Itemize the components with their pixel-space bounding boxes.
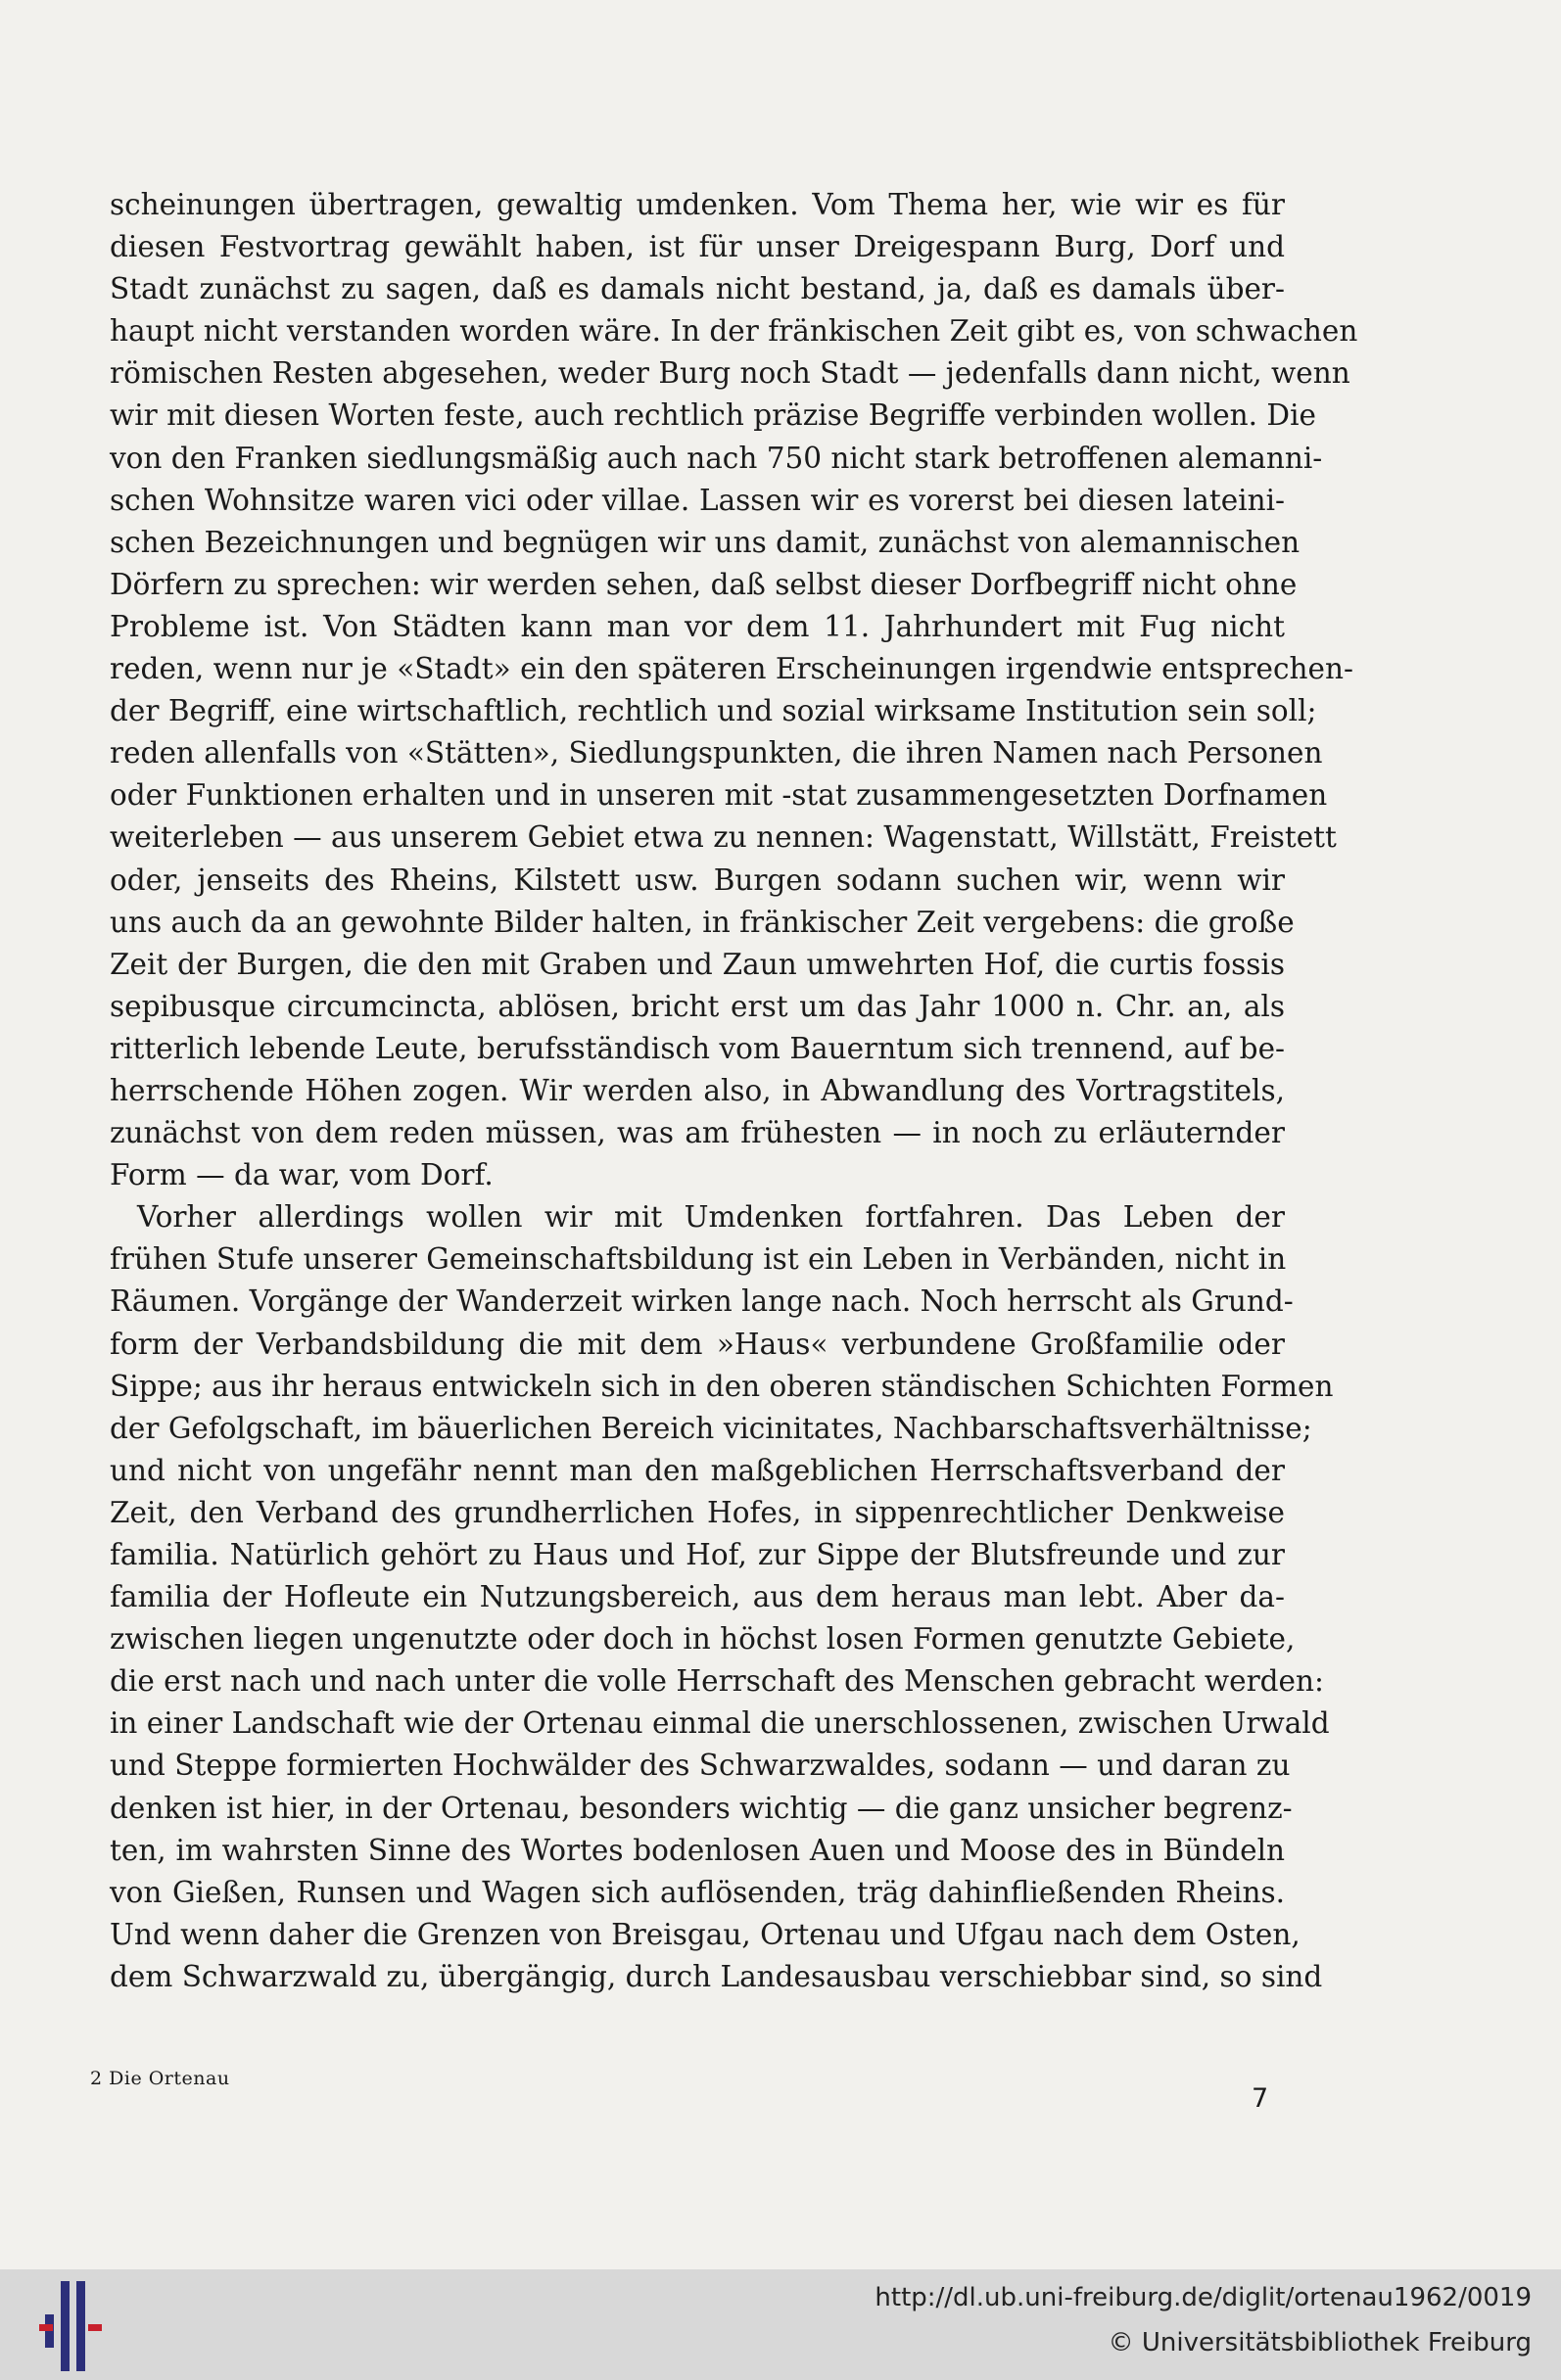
- text-line: Stadt zunächst zu sagen, daß es damals nicht bestand, ja, daß es damals über-: [110, 272, 1285, 306]
- text-line: der Gefolgschaft, im bäuerlichen Bereich vicinitates, Nachbarschaftsverhältnisse;: [110, 1411, 1312, 1445]
- text-line: Sippe; aus ihr heraus entwickeln sich in den oberen ständischen Schichten Formen: [110, 1369, 1334, 1403]
- text-line: schen Wohnsitze waren vici oder villae. Lassen wir es vorerst bei diesen lateini-: [110, 483, 1285, 517]
- text-line: weiterleben — aus unserem Gebiet etwa zu nennen: Wagenstatt, Willstätt, Freistett: [110, 820, 1337, 855]
- text-line: scheinungen übertragen, gewaltig umdenken. Vom Thema her, wie wir es für: [110, 188, 1285, 221]
- text-line: diesen Festvortrag gewählt haben, ist für unser Dreigespann Burg, Dorf und: [110, 230, 1285, 264]
- text-line: reden, wenn nur je «Stadt» ein den späteren Erscheinungen irgendwie entsprechen-: [110, 652, 1353, 686]
- text-line: zunächst von dem reden müssen, was am frühesten — in noch zu erläuternder: [110, 1116, 1285, 1150]
- text-line: Vorher allerdings wollen wir mit Umdenken fortfahren. Das Leben der: [137, 1200, 1285, 1235]
- text-line: familia. Natürlich gehört zu Haus und Hof, zur Sippe der Blutsfreunde und zur: [110, 1538, 1285, 1571]
- text-line: Probleme ist. Von Städten kann man vor dem 11. Jahrhundert mit Fug nicht: [110, 609, 1285, 643]
- text-line: ritterlich lebende Leute, berufsständisch vom Bauerntum sich trennend, auf be-: [110, 1031, 1285, 1065]
- text-line: der Begriff, eine wirtschaftlich, rechtlich und sozial wirksame Institution sein soll;: [110, 694, 1317, 728]
- text-line: von den Franken siedlungsmäßig auch nach 750 nicht stark betroffenen alemanni-: [110, 441, 1323, 475]
- text-line: Und wenn daher die Grenzen von Breisgau, Ortenau und Ufgau nach dem Osten,: [110, 1917, 1301, 1951]
- text-line: denken ist hier, in der Ortenau, besonders wichtig — die ganz unsicher begrenz-: [110, 1791, 1293, 1825]
- university-logo-icon: [39, 2281, 102, 2371]
- text-line: schen Bezeichnungen und begnügen wir uns damit, zunächst von alemannischen: [110, 525, 1301, 559]
- signature-mark: 2 Die Ortenau: [90, 2068, 230, 2089]
- text-line: form der Verbandsbildung die mit dem »Haus« verbundene Großfamilie oder: [110, 1327, 1285, 1361]
- text-line: Zeit, den Verband des grundherrlichen Hofes, in sippenrechtlicher Denkweise: [110, 1495, 1285, 1529]
- text-line: sepibusque circumcincta, ablösen, bricht erst um das Jahr 1000 n. Chr. an, als: [110, 989, 1285, 1023]
- text-line: und Steppe formierten Hochwälder des Schwarzwaldes, sodann — und daran zu: [110, 1749, 1291, 1783]
- text-line: von Gießen, Runsen und Wagen sich auflösenden, träg dahinfließenden Rheins.: [110, 1875, 1285, 1909]
- footer-copyright: © Universitätsbibliothek Freiburg: [1108, 2328, 1532, 2357]
- text-line: zwischen liegen ungenutzte oder doch in höchst losen Formen genutzte Gebiete,: [110, 1622, 1296, 1657]
- text-line: in einer Landschaft wie der Ortenau einmal die unerschlossenen, zwischen Urwald: [110, 1706, 1330, 1741]
- footer-bar: [0, 2269, 1561, 2380]
- text-line: reden allenfalls von «Stätten», Siedlungspunkten, die ihren Namen nach Personen: [110, 736, 1323, 770]
- text-line: ten, im wahrsten Sinne des Wortes bodenlosen Auen und Moose des in Bündeln: [110, 1833, 1285, 1867]
- text-line: Zeit der Burgen, die den mit Graben und Zaun umwehrten Hof, die curtis fossis: [110, 947, 1285, 981]
- text-line: herrschende Höhen zogen. Wir werden also, in Abwandlung des Vortragstitels,: [110, 1073, 1285, 1107]
- text-line: oder Funktionen erhalten und in unseren mit -stat zusammengesetzten Dorfnamen: [110, 778, 1328, 813]
- text-line: familia der Hofleute ein Nutzungsbereich, aus dem heraus man lebt. Aber da-: [110, 1580, 1285, 1614]
- text-line: oder, jenseits des Rheins, Kilstett usw. Burgen sodann suchen wir, wenn wir: [110, 863, 1285, 897]
- text-line: römischen Resten abgesehen, weder Burg noch Stadt — jedenfalls dann nicht, wenn: [110, 356, 1350, 391]
- page-number: 7: [1252, 2083, 1269, 2114]
- footer-url-link[interactable]: http://dl.ub.uni-freiburg.de/diglit/ortenau1962/0019: [875, 2283, 1532, 2312]
- text-line: die erst nach und nach unter die volle Herrschaft des Menschen gebracht werden:: [110, 1664, 1324, 1699]
- text-line: wir mit diesen Worten feste, auch rechtlich präzise Begriffe verbinden wollen. Die: [110, 398, 1316, 433]
- text-line: frühen Stufe unserer Gemeinschaftsbildung ist ein Leben in Verbänden, nicht in: [110, 1242, 1287, 1277]
- text-line: und nicht von ungefähr nennt man den maßgeblichen Herrschaftsverband der: [110, 1453, 1285, 1487]
- text-line: dem Schwarzwald zu, übergängig, durch Landesausbau verschiebbar sind, so sind: [110, 1959, 1323, 1993]
- text-line: Dörfern zu sprechen: wir werden sehen, daß selbst dieser Dorfbegriff nicht ohne: [110, 567, 1298, 601]
- text-line: Form — da war, vom Dorf.: [110, 1158, 494, 1192]
- body-text: [110, 184, 1358, 1998]
- text-line: uns auch da an gewohnte Bilder halten, in fränkischer Zeit vergebens: die große: [110, 905, 1295, 939]
- text-line: Räumen. Vorgänge der Wanderzeit wirken lange nach. Noch herrscht als Grund-: [110, 1284, 1294, 1319]
- text-line: haupt nicht verstanden worden wäre. In der fränkischen Zeit gibt es, von schwachen: [110, 314, 1358, 349]
